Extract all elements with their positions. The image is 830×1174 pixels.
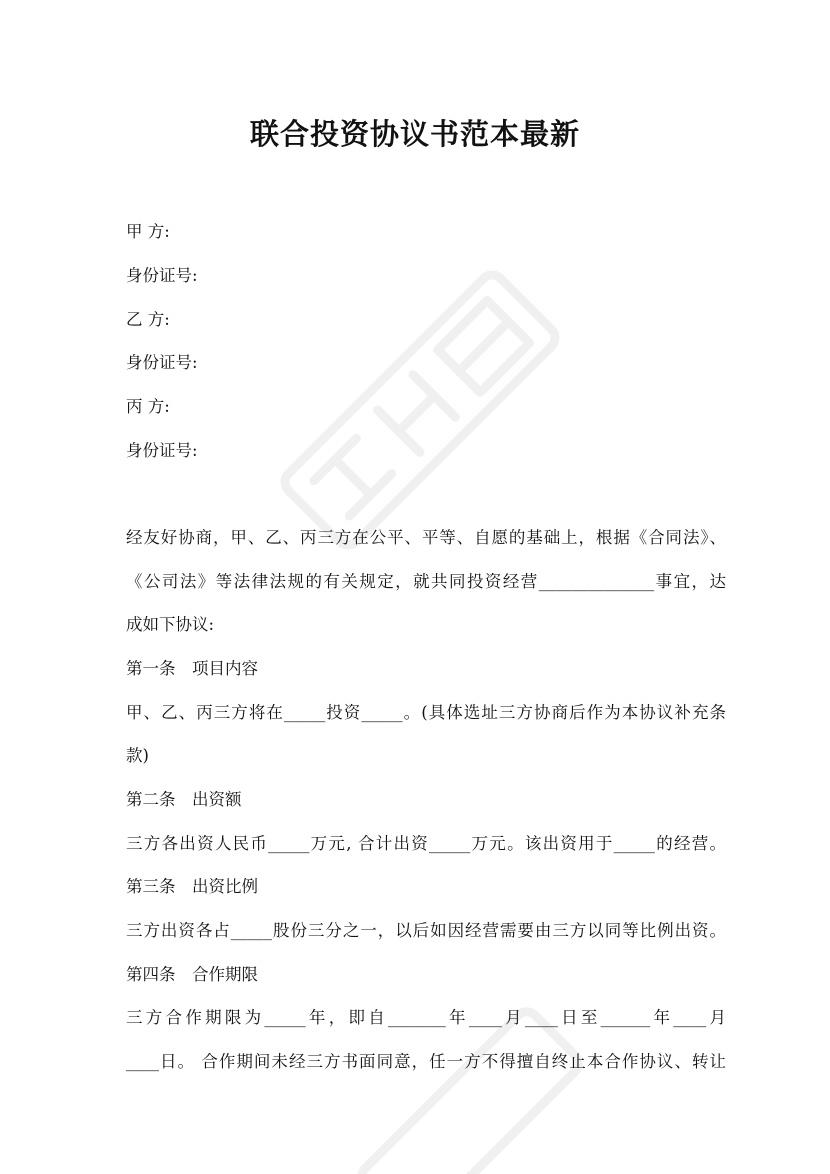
party-c-id-label: 身份证号: bbox=[126, 441, 198, 460]
article-3-heading: 第三条 出资比例 bbox=[126, 877, 258, 896]
document-title: 联合投资协议书范本最新 bbox=[249, 117, 580, 151]
article-4-text: 三方合作期限为_____年，即自_______年____月____日至______年____月 bbox=[126, 1008, 727, 1027]
party-c-label: 丙 方: bbox=[126, 397, 170, 416]
article-1-heading: 第一条 项目内容 bbox=[126, 659, 258, 678]
article-1-text: 甲、乙、丙三方将在_____投资_____。(具体选址三方协商后作为本协议补充条 bbox=[126, 703, 726, 722]
preamble-line: 成如下协议: bbox=[126, 615, 215, 634]
party-b-id-label: 身份证号: bbox=[126, 353, 198, 372]
article-4-heading: 第四条 合作期限 bbox=[126, 965, 258, 984]
preamble-line: 经友好协商，甲、乙、丙三方在公平、平等、自愿的基础上，根据《合同法》、 bbox=[126, 528, 726, 547]
article-4-text: ____日。 合作期间未经三方书面同意，任一方不得擅自终止本合作协议、转让 bbox=[126, 1052, 726, 1071]
party-a-label: 甲 方: bbox=[126, 222, 170, 241]
article-2-text: 三方各出资人民币_____万元, 合计出资_____万元。该出资用于_____的经营。 bbox=[126, 834, 726, 853]
article-3-text: 三方出资各占_____股份三分之一，以后如因经营需要由三方以同等比例出资。 bbox=[126, 921, 726, 940]
party-a-id-label: 身份证号: bbox=[126, 266, 198, 285]
preamble-line: 《公司法》等法律法规的有关规定，就共同投资经营______________事宜，达 bbox=[126, 572, 726, 591]
article-2-heading: 第二条 出资额 bbox=[126, 790, 242, 809]
article-1-text: 款) bbox=[126, 746, 149, 765]
party-b-label: 乙 方: bbox=[126, 310, 170, 329]
